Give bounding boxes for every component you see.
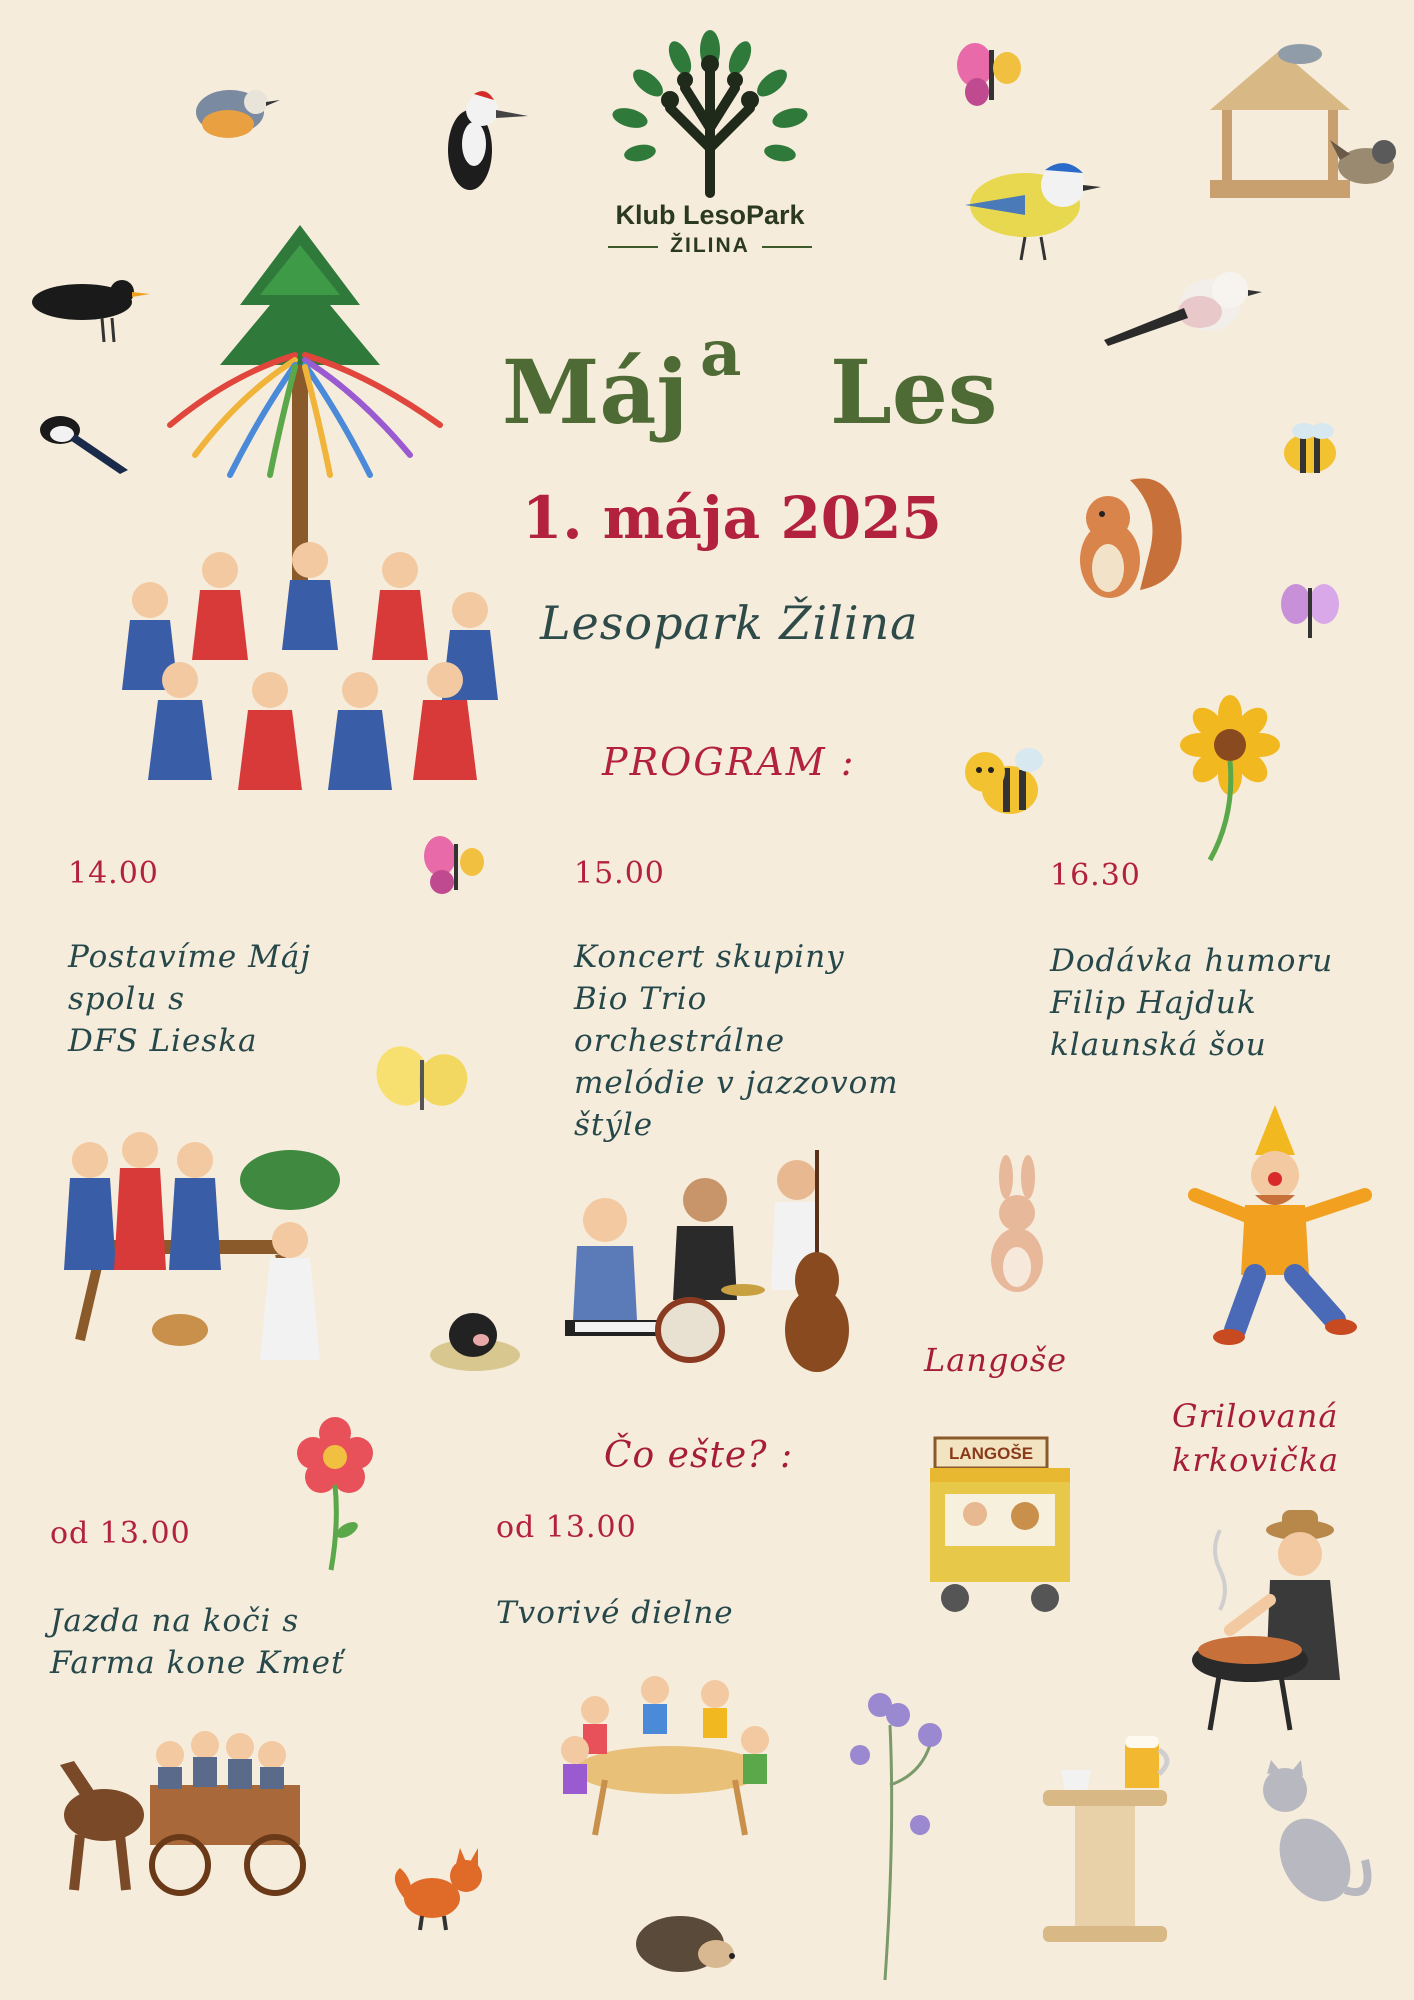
program-line: Dodávka humoru bbox=[1050, 943, 1334, 979]
program-time-3: 16.30 bbox=[1050, 858, 1141, 893]
butterfly-pink-icon bbox=[420, 832, 490, 902]
event-date: 1. mája 2025 bbox=[522, 484, 942, 552]
butterfly-yellow-icon bbox=[375, 1040, 470, 1130]
horse-carriage-illustration bbox=[60, 1695, 320, 1905]
more-heading: Čo ešte? : bbox=[604, 1435, 794, 1476]
program-line: orchestrálne bbox=[574, 1023, 786, 1059]
event-venue: Lesopark Žilina bbox=[540, 596, 919, 650]
butterfly-icon bbox=[955, 40, 1025, 110]
program-line: Koncert skupiny bbox=[574, 939, 845, 975]
tree-logo-icon bbox=[600, 28, 820, 198]
program-line: štýle bbox=[574, 1107, 654, 1143]
food-grill-line: krkovička bbox=[1172, 1441, 1340, 1479]
girls-decorating-illustration bbox=[60, 1130, 340, 1370]
program-heading: PROGRAM : bbox=[602, 740, 856, 784]
food-grill-line: Grilovaná bbox=[1172, 1397, 1339, 1435]
more-time-1: od 13.00 bbox=[50, 1516, 191, 1551]
woodpecker-icon bbox=[430, 80, 530, 210]
program-line: spolu s bbox=[68, 981, 186, 1017]
nuthatch-icon bbox=[180, 62, 280, 152]
butterfly-purple-icon bbox=[1280, 578, 1340, 648]
squirrel-icon bbox=[1050, 460, 1190, 610]
more-time-2: od 13.00 bbox=[496, 1510, 637, 1545]
cat-icon bbox=[1255, 1760, 1375, 1920]
magpie-icon bbox=[30, 400, 130, 480]
langose-stand-illustration bbox=[925, 1438, 1075, 1618]
program-desc-3 bbox=[1050, 940, 1333, 1066]
title-word-maj: Máj bbox=[502, 340, 689, 444]
blackbird-icon bbox=[22, 262, 152, 352]
logo-city: ŽILINA bbox=[670, 234, 750, 257]
blue-tit-icon bbox=[945, 145, 1105, 265]
sunflower-icon bbox=[1175, 695, 1285, 865]
clown-illustration bbox=[1185, 1105, 1375, 1345]
sparrow-icon bbox=[1330, 130, 1405, 200]
bee-icon bbox=[1270, 415, 1350, 485]
langose-stand-sign: LANGOŠE bbox=[948, 1444, 1034, 1463]
rabbit-icon bbox=[980, 1155, 1055, 1295]
program-line: Filip Hajduk bbox=[1050, 985, 1257, 1021]
program-time-2: 15.00 bbox=[574, 856, 665, 891]
jazz-band-illustration bbox=[565, 1140, 855, 1380]
program-line: Postavíme Máj bbox=[68, 939, 311, 975]
program-line: Bio Trio bbox=[574, 981, 708, 1017]
food-grill bbox=[1172, 1394, 1339, 1482]
more-desc-1 bbox=[50, 1600, 344, 1684]
more-line: Tvorivé dielne bbox=[496, 1595, 734, 1631]
fox-icon bbox=[392, 1838, 492, 1933]
program-desc-2 bbox=[574, 936, 899, 1146]
more-desc-2 bbox=[496, 1592, 734, 1634]
title-word-les: Les bbox=[830, 340, 998, 444]
bee-smiling-icon bbox=[955, 730, 1055, 830]
program-line: klaunská šou bbox=[1050, 1027, 1267, 1063]
mole-icon bbox=[425, 1290, 525, 1375]
food-langose: Langoše bbox=[924, 1341, 1068, 1379]
more-line: Farma kone Kmeť bbox=[50, 1645, 345, 1681]
program-line: DFS Lieska bbox=[68, 1023, 258, 1059]
coffee-beer-table-illustration bbox=[1035, 1730, 1185, 1960]
long-tailed-tit-icon bbox=[1100, 250, 1270, 360]
more-line: Jazda na koči s bbox=[50, 1603, 300, 1639]
grill-chef-illustration bbox=[1190, 1510, 1370, 1735]
program-desc-1 bbox=[68, 936, 311, 1062]
folk-dancers-illustration bbox=[110, 540, 510, 810]
logo-name: Klub LesoPark bbox=[615, 200, 805, 230]
program-line: melódie v jazzovom bbox=[574, 1065, 899, 1101]
hedgehog-icon bbox=[630, 1900, 740, 1975]
title-connector: a bbox=[700, 316, 742, 391]
wildflower-icon bbox=[840, 1685, 950, 1985]
program-time-1: 14.00 bbox=[68, 856, 159, 891]
red-flower-icon bbox=[295, 1415, 375, 1575]
craft-workshop-illustration bbox=[555, 1670, 785, 1840]
